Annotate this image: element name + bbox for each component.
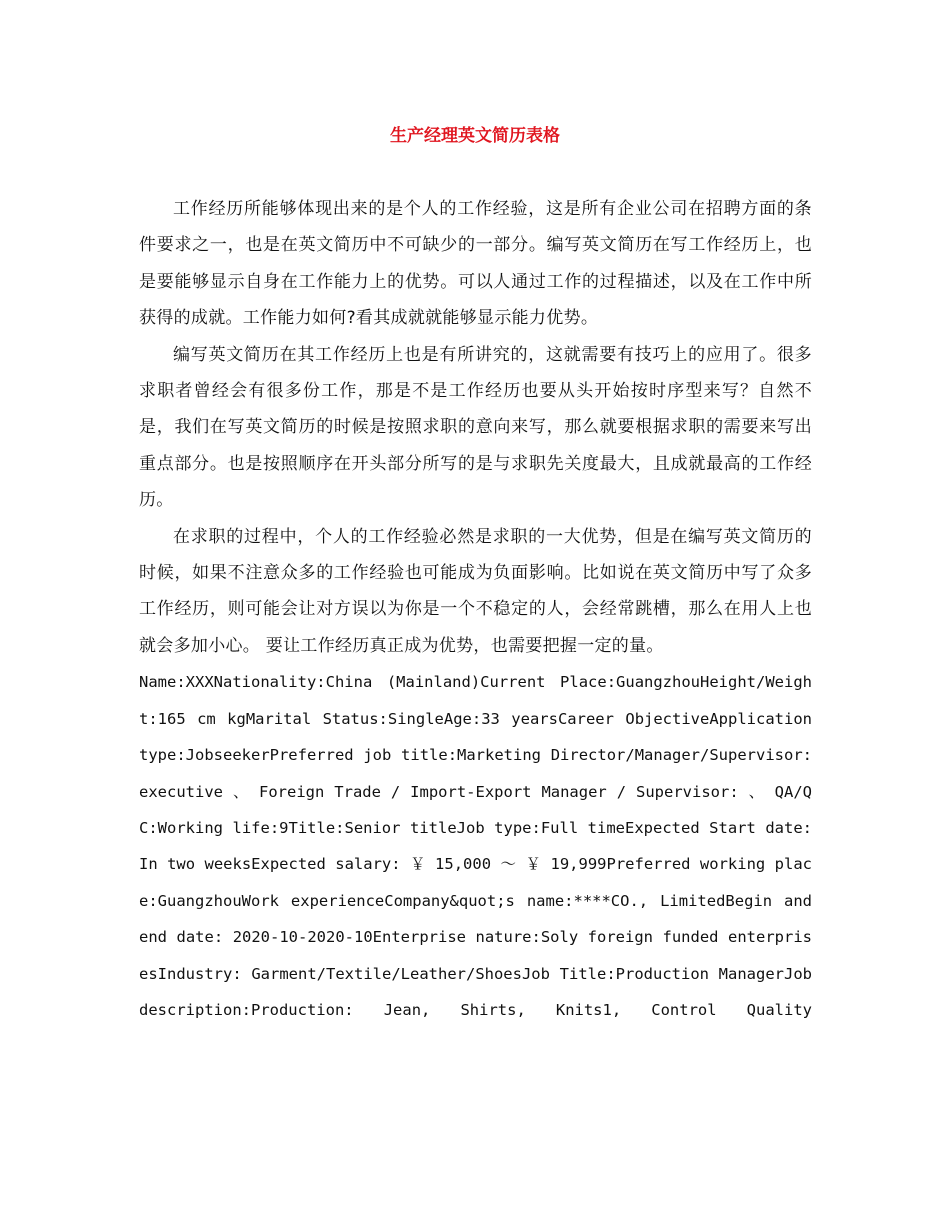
resume-details-text: Name:XXXNationality:China (Mainland)Current Place:GuangzhouHeight/Weight:165 cm kgMarital Status:SingleAge:33 yearsCareer ObjectiveApplication type:JobseekerPreferred job title:Marketing Director/Manager/Supervisor: executive 、 Foreign Trade / Import-Export Manager / Supervisor: 、 QA/QC:Working life:9Title:Senior titleJob type:Full timeExpected Start date:In two weeksExpected salary: ￥ 15,000 ～ ￥ 19,999Preferred working place:GuangzhouWork experienceCompany&quot;s name:****CO., LimitedBegin and end date: 2020-10-2020-10Enterprise nature:Soly foreign funded enterprisesIndustry: Garment/Textile/Leather/ShoesJob Title:Production ManagerJob description:Production: Jean, Shirts, Knits1, Control Quality xyxy=(139,673,812,1019)
document-title: 生产经理英文简历表格 xyxy=(390,126,560,146)
paragraph-job-hopping-caution: 在求职的过程中，个人的工作经验必然是求职的一大优势，但是在编写英文简历的时候，如果不注意众多的工作经验也可能成为负面影响。比如说在英文简历中写了众多工作经历，则可能会让对方误以为你是一个不稳定的人，会经常跳槽，那么在用人上也就会多加小心。 要让工作经历真正成为优势，也需要把握一定的量。 xyxy=(139,526,812,656)
paragraph-work-experience-intro: 工作经历所能够体现出来的是个人的工作经验，这是所有企业公司在招聘方面的条件要求之一，也是在英文简历中不可缺少的一部分。编写英文简历在写工作经历上，也是要能够显示自身在工作能力上的优势。可以人通过工作的过程描述，以及在工作中所获得的成就。工作能力如何?看其成就就能够显示能力优势。 xyxy=(139,199,812,329)
document-body xyxy=(139,191,812,1028)
paragraph-writing-tips: 编写英文简历在其工作经历上也是有所讲究的，这就需要有技巧上的应用了。很多求职者曾经会有很多份工作，那是不是工作经历也要从头开始按时序型来写？自然不是，我们在写英文简历的时候是按照求职的意向来写，那么就要根据求职的需要来写出重点部分。也是按照顺序在开头部分所写的是与求职先关度最大，且成就最高的工作经历。 xyxy=(139,344,812,511)
